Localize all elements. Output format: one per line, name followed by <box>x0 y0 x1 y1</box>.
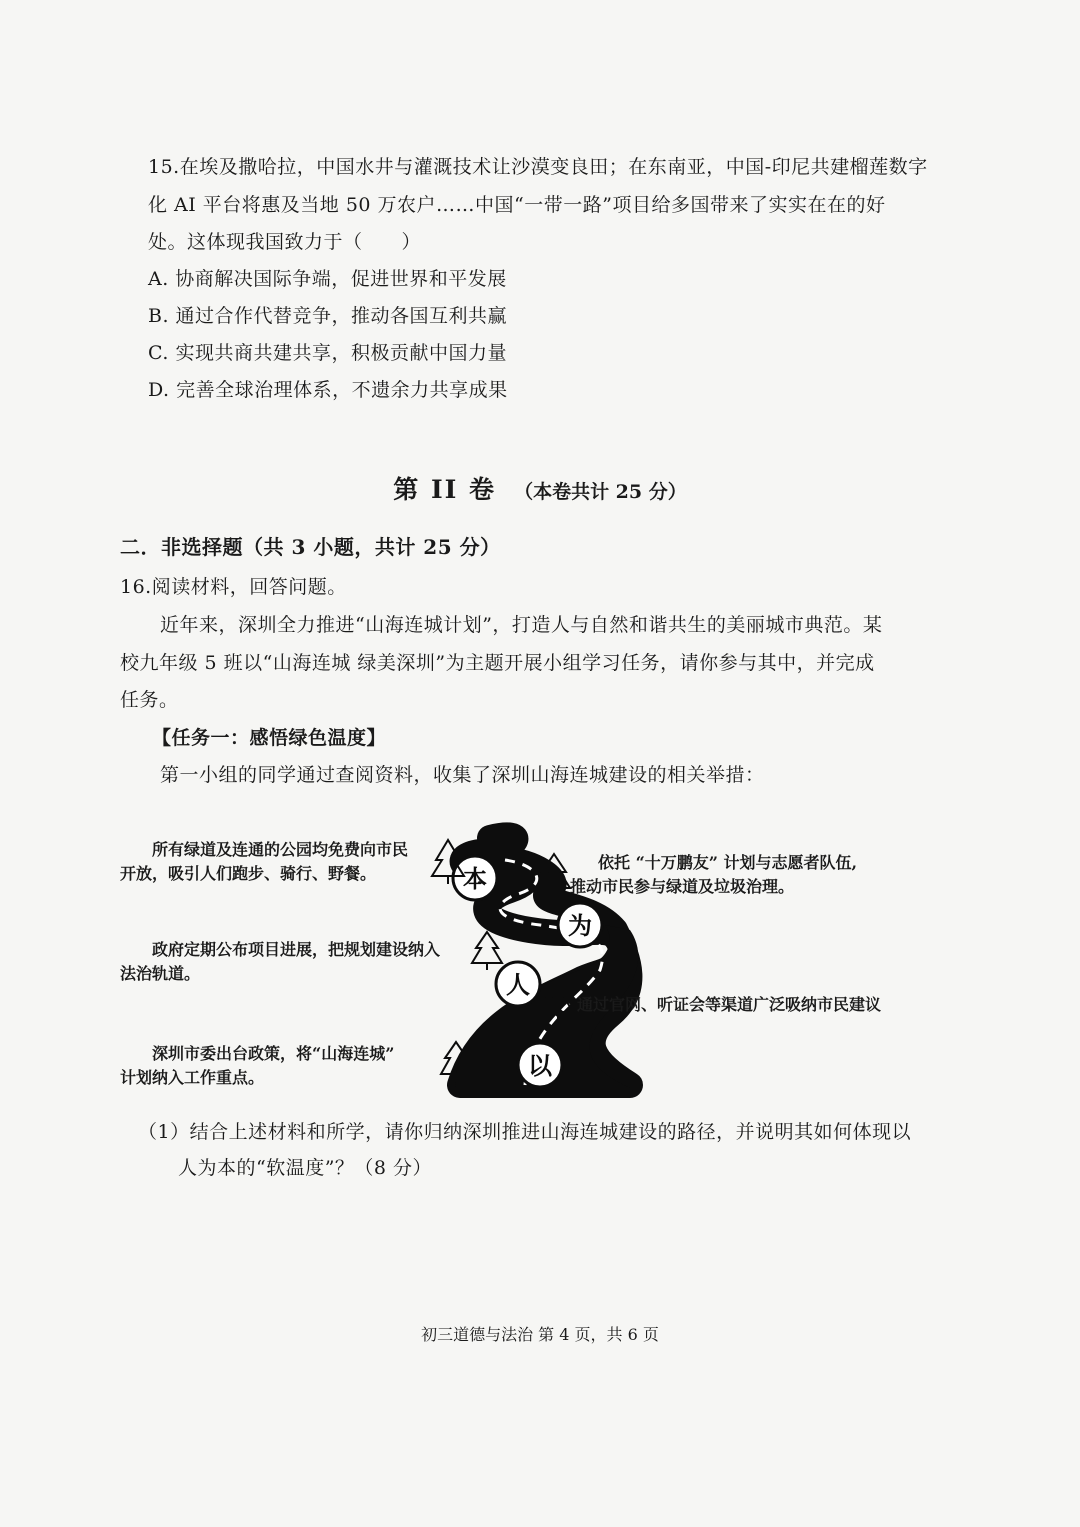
page-footer: 初三道德与法治 第 4 页，共 6 页 <box>421 1325 659 1344</box>
caption-progress-line2: 法治轨道。 <box>120 964 201 983</box>
q15-stem-line1: 15.在埃及撒哈拉，中国水井与灌溉技术让沙漠变良田；在东南亚，中国-印尼共建榴莲数字 <box>148 156 928 178</box>
q16-sub1-line2: 人为本的“软温度”？（8 分） <box>178 1157 433 1179</box>
caption-volunteers-line2: 推动市民参与绿道及垃圾治理。 <box>570 877 795 896</box>
caption-progress-line1: 政府定期公布项目进展，把规划建设纳入 <box>152 940 441 959</box>
svg-text:为: 为 <box>568 912 592 940</box>
svg-text:以: 以 <box>528 1052 552 1080</box>
q15-option-d: D. 完善全球治理体系，不遗余力共享成果 <box>148 379 508 401</box>
road-char-yi <box>518 1043 562 1087</box>
q16-para-line3: 任务。 <box>120 689 179 711</box>
volume-title-sub: （本卷共计 25 分） <box>514 481 687 503</box>
svg-text:本: 本 <box>463 865 487 893</box>
task1-text: 第一小组的同学通过查阅资料，收集了深圳山海连城建设的相关举措： <box>160 764 765 786</box>
road-char-ben <box>453 856 497 900</box>
q15-option-b: B. 通过合作代替竞争，推动各国互利共赢 <box>148 305 508 327</box>
svg-text:人: 人 <box>506 971 530 999</box>
q16-sub1-line1: （1）结合上述材料和所学，请你归纳深圳推进山海连城建设的路径，并说明其如何体现以 <box>138 1121 912 1143</box>
q15-option-a: A. 协商解决国际争端，促进世界和平发展 <box>148 268 507 290</box>
caption-volunteers-line1: 依托 “十万鹏友” 计划与志愿者队伍, <box>598 853 858 872</box>
section-heading: 二．非选择题（共 3 小题，共计 25 分） <box>120 535 501 559</box>
caption-suggestions: 通过官网、听证会等渠道广泛吸纳市民建议 <box>577 995 882 1014</box>
q15-stem-line2: 化 AI 平台将惠及当地 50 万农户……中国“一带一路”项目给多国带来了实实在在的好 <box>148 194 886 216</box>
q16-stem: 16.阅读材料，回答问题。 <box>120 576 347 598</box>
road-char-wei <box>558 903 602 947</box>
q15-stem-line3: 处。这体现我国致力于（ ） <box>148 231 422 253</box>
q16-para-line2: 校九年级 5 班以“山海连城 绿美深圳”为主题开展小组学习任务，请你参与其中，并完成 <box>120 652 875 674</box>
caption-policy-line2: 计划纳入工作重点。 <box>120 1068 265 1087</box>
caption-open-parks-line2: 开放，吸引人们跑步、骑行、野餐。 <box>120 864 377 883</box>
caption-open-parks-line1: 所有绿道及连通的公园均免费向市民 <box>152 840 409 859</box>
volume-title <box>0 470 1080 506</box>
road-char-ren <box>496 962 540 1006</box>
tree-icon <box>472 932 502 970</box>
volume-title-main: 第 II 卷 <box>393 475 497 504</box>
q15-option-c: C. 实现共商共建共享，积极贡献中国力量 <box>148 342 507 364</box>
task1-title: 【任务一：感悟绿色温度】 <box>152 727 387 749</box>
q16-para-line1: 近年来，深圳全力推进“山海连城计划”，打造人与自然和谐共生的美丽城市典范。某 <box>160 614 883 636</box>
caption-policy-line1: 深圳市委出台政策，将“山海连城” <box>152 1044 395 1063</box>
